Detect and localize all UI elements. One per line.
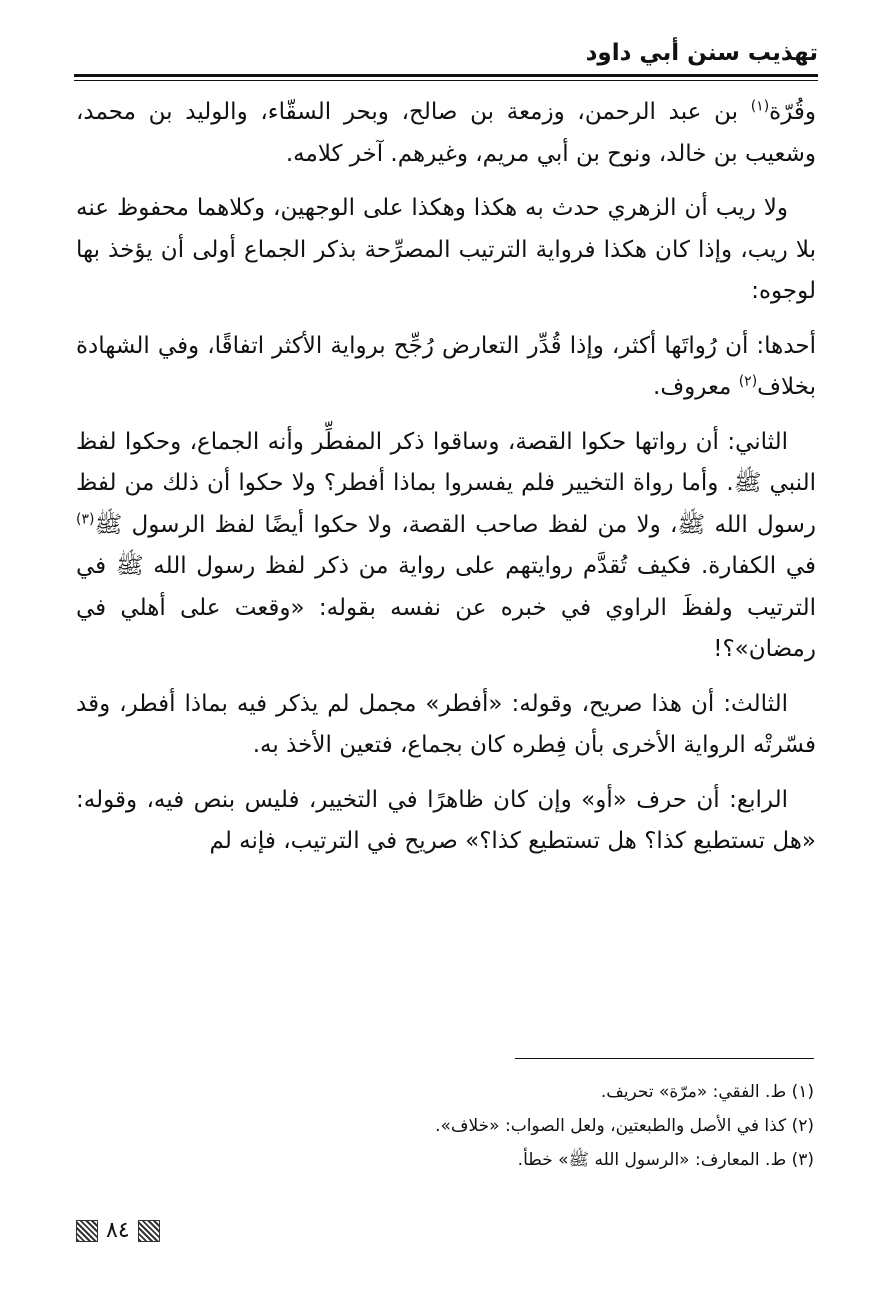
- paragraph-text: وقُرّة: [769, 99, 816, 125]
- footnote-text: ط. الفقي: «مرّة» تحريف.: [600, 1082, 787, 1102]
- footnote-2: [80, 1109, 814, 1143]
- footnote-number: (١): [791, 1082, 814, 1102]
- footnote-separator: [515, 1058, 814, 1059]
- paragraph-text: بن عبد الرحمن، وزمعة بن صالح، وبحر السقّاء، والوليد بن محمد، وشعيب بن خالد، ونوح بن أبي مريم، وغيرهم. آخر كلامه.: [76, 99, 816, 167]
- paragraph-4: [76, 422, 816, 671]
- footnote-1: [80, 1075, 814, 1109]
- header-rule-thin: [74, 80, 818, 81]
- paragraph-text: الثالث: أن هذا صريح، وقوله: «أفطر» مجمل لم يذكر فيه بماذا أفطر، وقد فسّرتْه الرواية الأخرى بأن فِطره كان بجماع، فتعين الأخذ به.: [76, 690, 816, 758]
- paragraph-3: [76, 326, 816, 409]
- main-text: [76, 92, 816, 876]
- paragraph-1: [76, 92, 816, 175]
- paragraph-2: [76, 188, 816, 313]
- footnote-text: كذا في الأصل والطبعتين، ولعل الصواب: «خلاف».: [435, 1116, 787, 1136]
- paragraph-6: [76, 780, 816, 863]
- paragraph-text: الرابع: أن حرف «أو» وإن كان ظاهرًا في التخيير، فليس بنص فيه، وقوله: «هل تستطيع كذا؟ هل تستطيع كذا؟» صريح في الترتيب، فإنه لم: [76, 786, 816, 854]
- running-header-title: تهذيب سنن أبي داود: [585, 40, 818, 66]
- footnotes: [80, 1075, 814, 1177]
- footnote-text: ط. المعارف: «الرسول الله ﷺ» خطأ.: [517, 1150, 787, 1170]
- footnote-ref-3: (٣): [76, 510, 95, 527]
- header-rule: [74, 74, 818, 77]
- page-footer: [76, 1218, 160, 1243]
- footnote-ref-1: (١): [750, 98, 770, 115]
- footnote-3: [80, 1143, 814, 1177]
- paragraph-text: أحدها: أن رُواتَها أكثر، وإذا قُدِّر التعارض رُجِّح برواية الأكثر اتفاقًا، وفي الشهادة بخلاف: [76, 332, 816, 400]
- footnote-ref-2: (٢): [738, 373, 758, 390]
- paragraph-text: معروف.: [653, 374, 739, 400]
- ornament-icon: [138, 1220, 160, 1242]
- paragraph-text: الثاني: أن رواتها حكوا القصة، وساقوا ذكر المفطِّر وأنه الجماع، وحكوا لفظ النبي ﷺ. وأما رواة التخيير فلم يفسروا بماذا أفطر؟ ولا حكوا أن ذلك من لفظ رسول الله ﷺ، ولا من لفظ صاحب القصة، ولا حكوا أيضًا لفظ الرسول ﷺ: [76, 428, 816, 538]
- paragraph-5: [76, 684, 816, 767]
- paragraph-text: في الكفارة. فكيف تُقدَّم روايتهم على رواية من ذكر لفظ رسول الله ﷺ في الترتيب ولفظَ الراوي في خبره عن نفسه بقوله: «وقعت على أهلي في رمضان»؟!: [76, 553, 816, 662]
- footnote-number: (٢): [791, 1116, 814, 1136]
- page-number: ٨٤: [106, 1218, 130, 1243]
- footnote-number: (٣): [791, 1150, 814, 1170]
- paragraph-text: ولا ريب أن الزهري حدث به هكذا وهكذا على الوجهين، وكلاهما محفوظ عنه بلا ريب، وإذا كان هكذا فرواية الترتيب المصرِّحة بذكر الجماع أولى أن يؤخذ بها لوجوه:: [76, 195, 816, 304]
- ornament-icon: [76, 1220, 98, 1242]
